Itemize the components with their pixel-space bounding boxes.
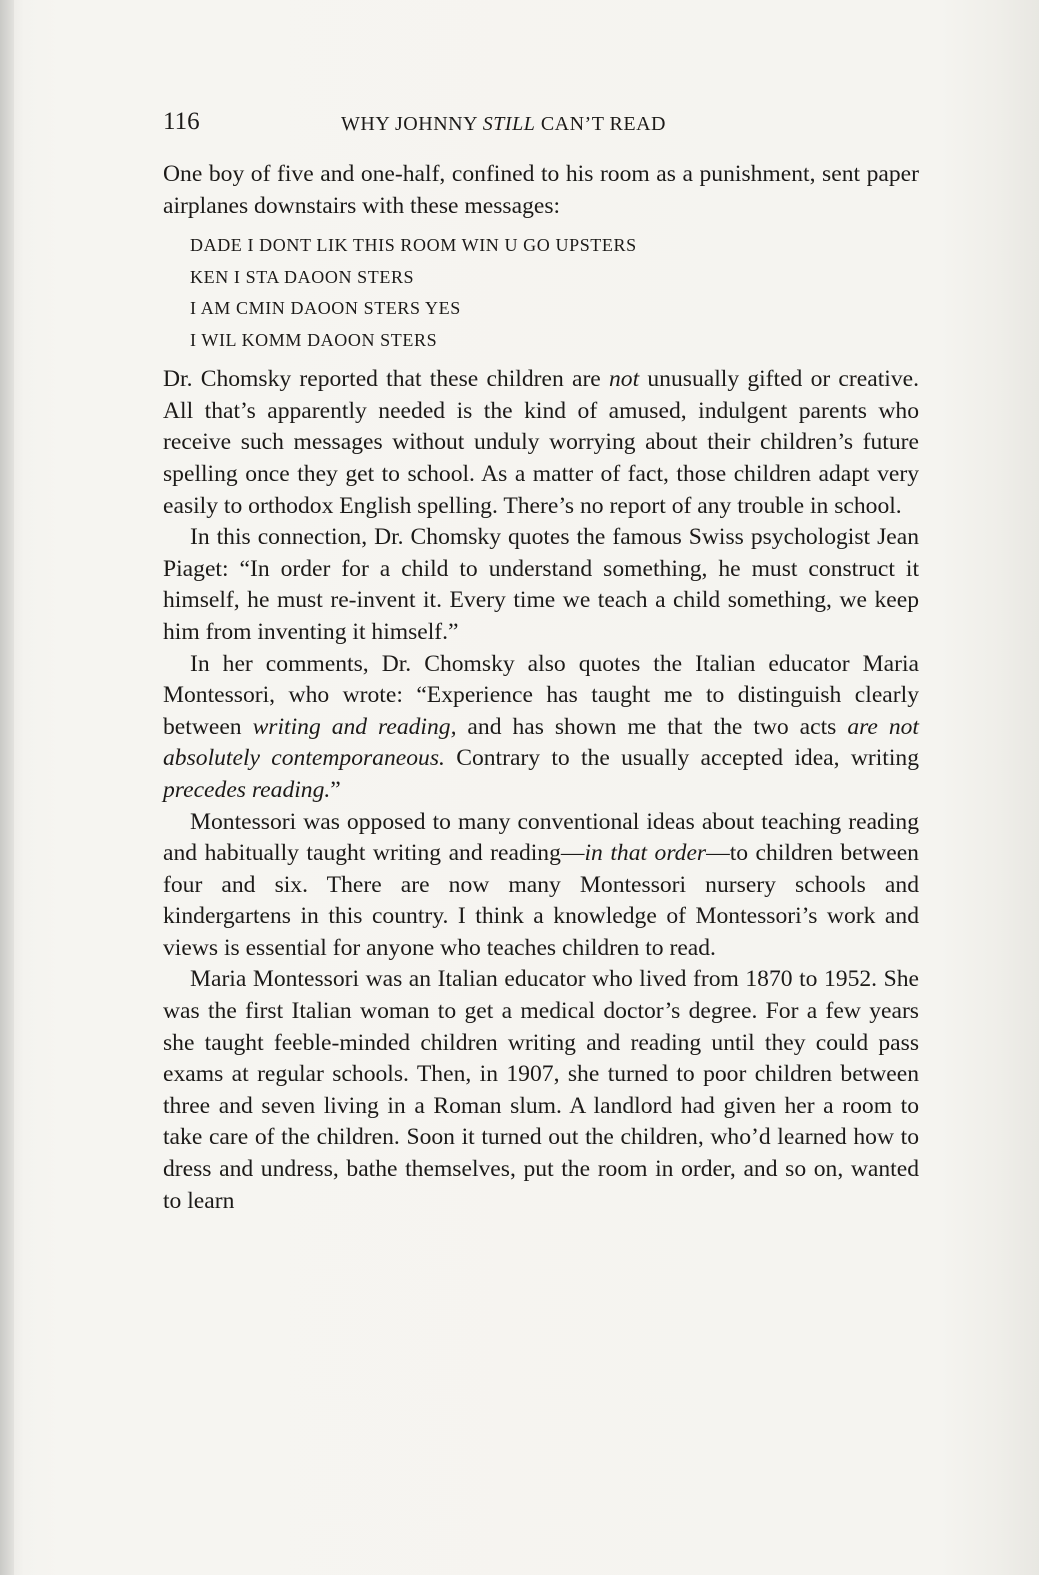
p3-emphasis-f: precedes reading. [163,776,331,803]
p1-text-a: Dr. Chomsky reported that these children are [163,366,609,393]
paragraph-piaget-quote: In this connection, Dr. Chomsky quotes the famous Swiss psychologist Jean Piaget: “In order for a child to understand something, he must construct it himself, he must re-invent it. Every time we teach a child something, we keep him from inventing it himself.” [163,524,919,645]
paragraph-montessori-views [163,807,919,965]
p3-text-c: and has shown me that the two acts [456,713,848,740]
paragraph-chomsky-report [163,364,919,522]
message-line: I AM CMIN DAOON STERS YES [190,298,461,319]
intro-paragraph: One boy of five and one-half, confined to his room as a punishment, sent paper airplanes downstairs with these messages: [163,161,919,219]
p1-text-c: unusually gifted or creative. All that’s apparently needed is the kind of amused, indulgent parents who receive such messages without unduly worrying about their children’s future spelling once they get to school. As a matter of fact, those children adapt very easily to orthodox English spelling. There’s no report of any trouble in school. [163,366,919,519]
running-title-part2: CAN’T READ [535,113,666,135]
message-line: DADE I DONT LIK THIS ROOM WIN U GO UPSTERS [190,235,637,256]
p4-text-c: —to children between four and six. There are now many Montessori nursery schools and kindergartens in this country. I think a knowledge of Montessori’s work and views is essential for anyone who teaches children to read. [163,840,919,961]
airplane-messages [190,230,919,356]
paragraph-montessori-biography: Maria Montessori was an Italian educator who lived from 1870 to 1952. She was the first Italian woman to get a medical doctor’s degree. For a few years she taught feeble-minded children writing and reading until they could pass exams at regular schools. Then, in 1907, she turned to poor children between three and seven living in a Roman slum. A landlord had given her a room to take care of the children. Soon it turned out the children, who’d learned how to dress and undress, bathe themselves, put the room in order, and so on, wanted to learn [163,966,919,1214]
page-number: 116 [163,108,200,135]
page-gutter-shadow [0,0,14,1575]
p4-text-a: Montessori was opposed to many conventional ideas about teaching reading and habitually taught writing and reading— [163,808,919,867]
paragraph-montessori-quote [163,649,919,807]
p3-text-a: In her comments, Dr. Chomsky also quotes the Italian educator Maria Montessori, who wrote: “Experience has taught me to distinguish clearly between [163,650,919,740]
message-line: KEN I STA DAOON STERS [190,266,415,287]
p4-emphasis: in that order [584,840,707,867]
running-title [341,106,666,142]
message-line: I WIL KOMM DAOON STERS [190,329,438,350]
p3-text-e: Contrary to the usually accepted idea, writing [444,745,919,772]
p3-emphasis-d: are not absolutely contemporaneous. [163,713,919,772]
running-head [163,104,921,140]
running-title-italic: STILL [482,113,536,135]
p3-text-g: ” [330,776,341,803]
running-title-part1: WHY JOHNNY [341,113,483,135]
p3-emphasis-b: writing and reading, [252,713,457,740]
body-text [163,159,919,1217]
p1-emphasis: not [609,366,640,393]
